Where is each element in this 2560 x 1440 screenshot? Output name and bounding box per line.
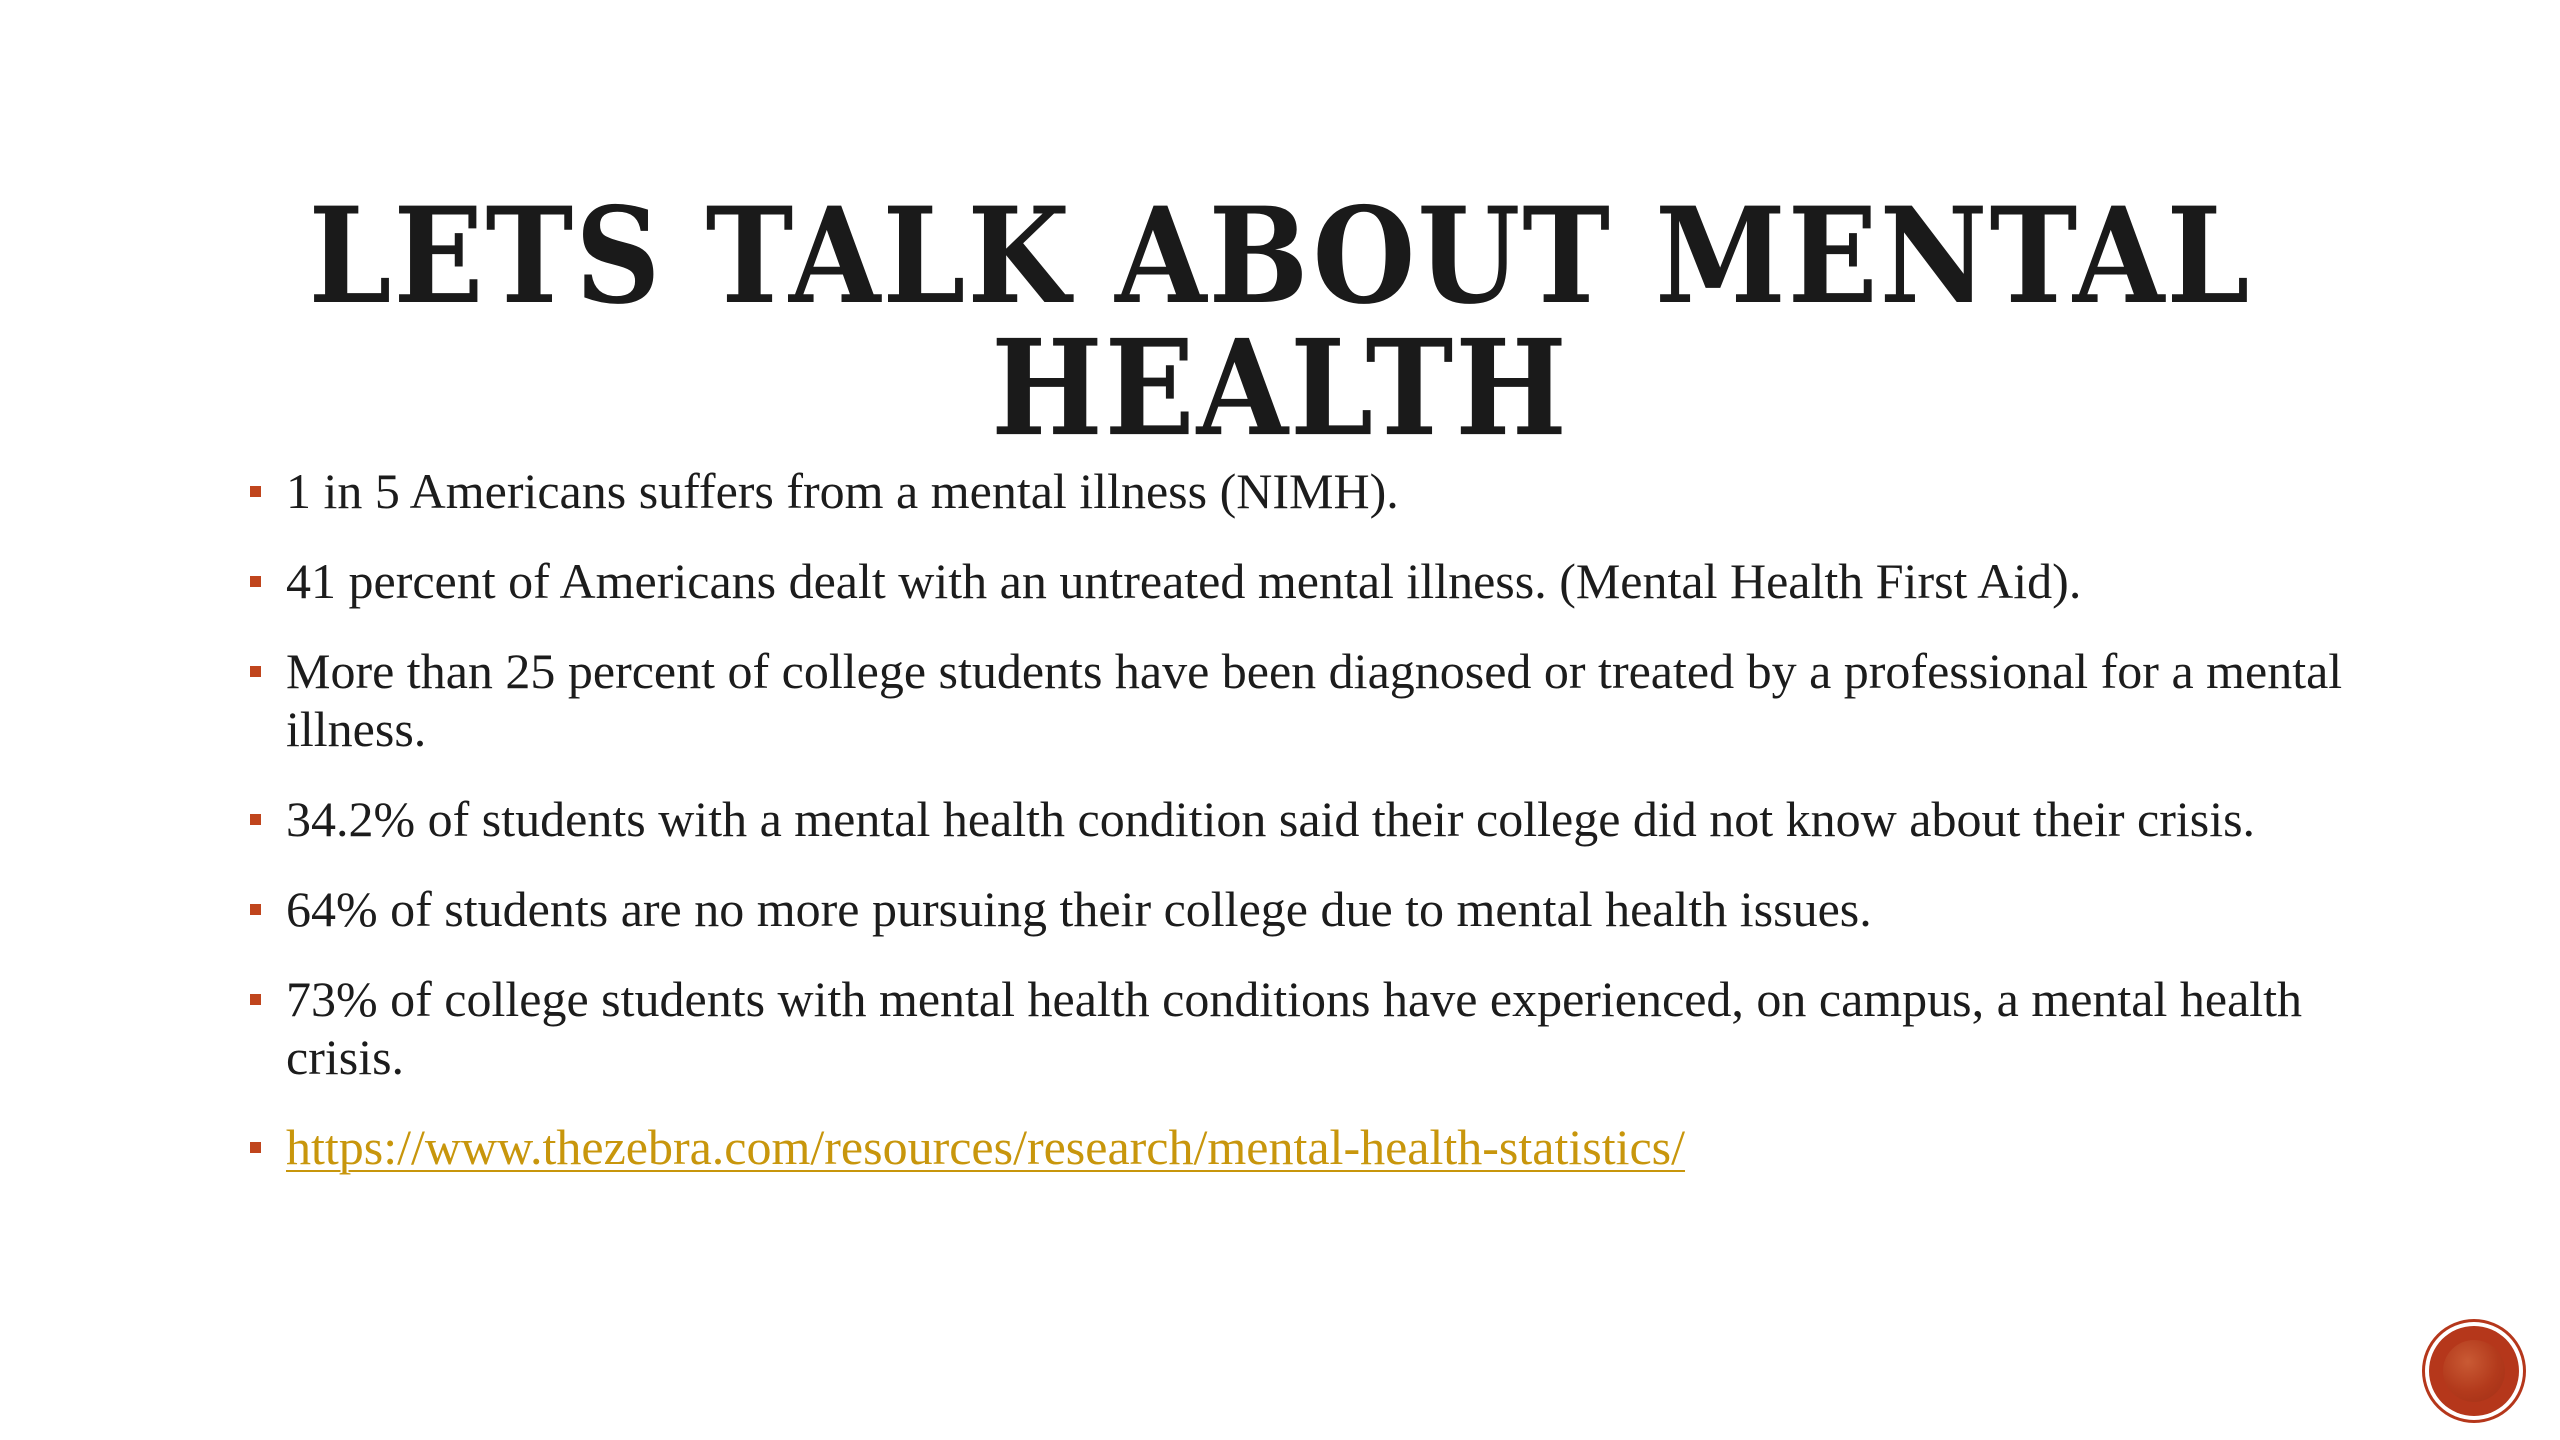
bullet-item bbox=[250, 642, 2390, 758]
bullet-item-link bbox=[250, 1118, 2390, 1176]
bullet-text: 1 in 5 Americans suffers from a mental illness (NIMH). bbox=[286, 463, 1399, 519]
bullet-item bbox=[250, 462, 2390, 520]
square-bullet-icon bbox=[250, 1142, 261, 1153]
square-bullet-icon bbox=[250, 994, 261, 1005]
bullet-list bbox=[250, 462, 2390, 1176]
slide-title: LETS TALK ABOUT MENTAL HEALTH bbox=[308, 177, 2252, 466]
slide-nav-circle-icon bbox=[2443, 1340, 2505, 1402]
square-bullet-icon bbox=[250, 814, 261, 825]
bullet-item bbox=[250, 552, 2390, 610]
bullet-item bbox=[250, 790, 2390, 848]
slide-content bbox=[250, 462, 2390, 1208]
bullet-text: 41 percent of Americans dealt with an untreated mental illness. (Mental Health First Aid). bbox=[286, 553, 2082, 609]
bullet-text: 64% of students are no more pursuing their college due to mental health issues. bbox=[286, 881, 1872, 937]
bullet-item bbox=[250, 970, 2390, 1086]
square-bullet-icon bbox=[250, 904, 261, 915]
square-bullet-icon bbox=[250, 666, 261, 677]
bullet-text: More than 25 percent of college students have been diagnosed or treated by a professional for a mental illness. bbox=[286, 643, 2343, 757]
slide-nav-button[interactable] bbox=[2429, 1326, 2519, 1416]
square-bullet-icon bbox=[250, 576, 261, 587]
bullet-item bbox=[250, 880, 2390, 938]
square-bullet-icon bbox=[250, 486, 261, 497]
source-link[interactable]: https://www.thezebra.com/resources/research/mental-health-statistics/ bbox=[286, 1119, 1686, 1175]
bullet-text: 73% of college students with mental health conditions have experienced, on campus, a mental health crisis. bbox=[286, 971, 2303, 1085]
bullet-text: 34.2% of students with a mental health condition said their college did not know about their crisis. bbox=[286, 791, 2256, 847]
